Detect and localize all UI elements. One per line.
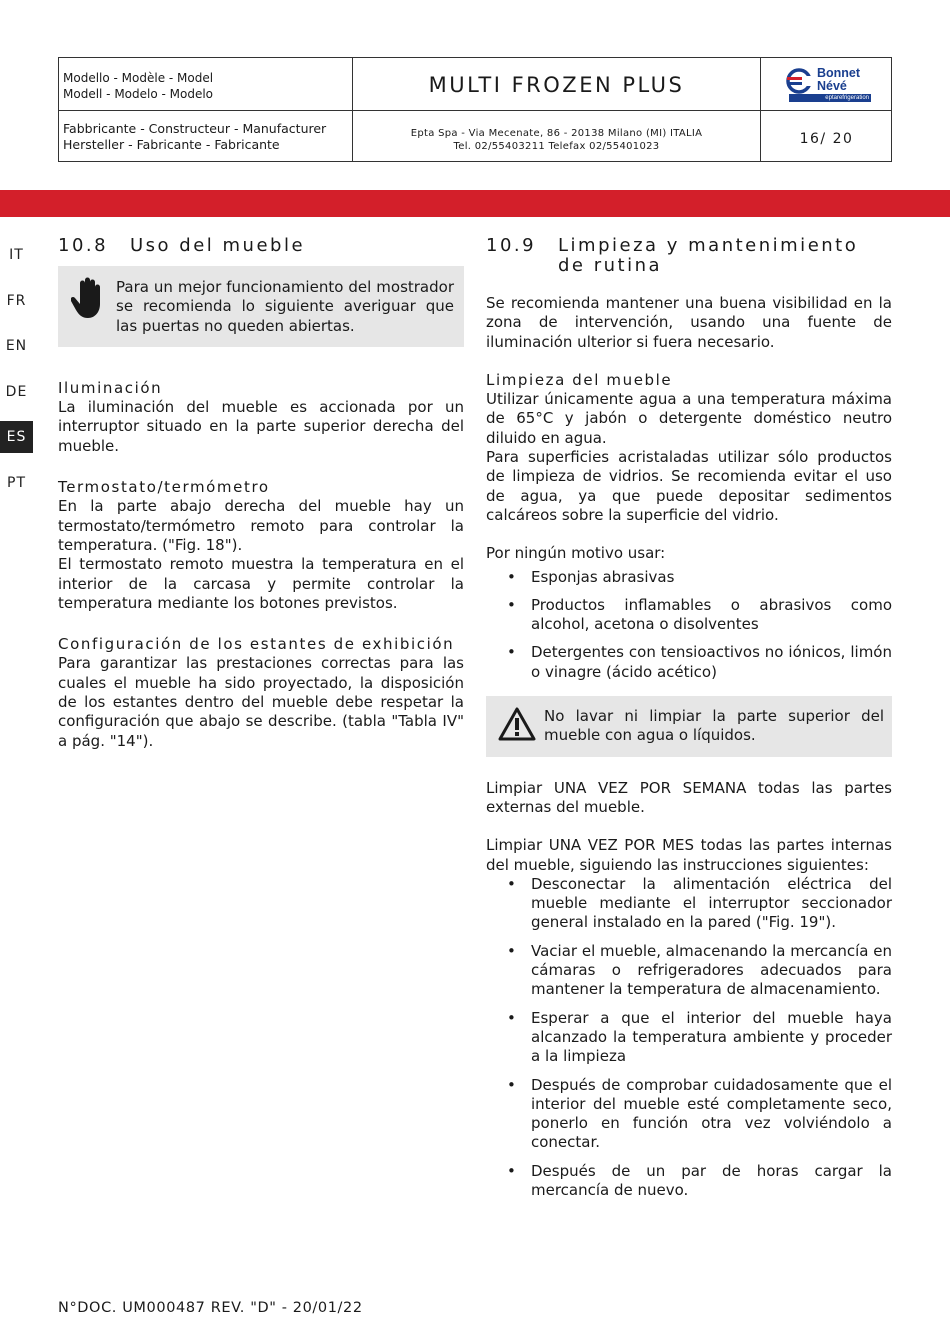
product-title: MULTI FROZEN PLUS	[428, 73, 685, 97]
lang-tab-es[interactable]: ES	[0, 421, 33, 453]
section-number: 10.8	[58, 235, 109, 256]
lighting-title: Iluminación	[58, 378, 163, 397]
lighting-text: La iluminación del mueble es accionada por un interruptor situado en la parte superior derecha del mueble.	[58, 398, 464, 455]
section-10-9	[486, 236, 892, 1200]
language-tabs	[0, 239, 33, 512]
warning-text: No lavar ni limpiar la parte superior del mueble con agua o líquidos.	[544, 707, 884, 745]
brand-logo	[761, 58, 892, 110]
warning-note	[486, 696, 892, 757]
section-heading	[486, 236, 892, 276]
section-heading	[58, 236, 464, 256]
weekly-cleaning-text: Limpiar UNA VEZ POR SEMANA todas las partes externas del mueble.	[486, 778, 892, 816]
thermo-text: En la parte abajo derecha del mueble hay un termostato/termómetro remoto para controlar la temperatura. ("Fig. 18").	[58, 497, 464, 554]
list-item: • Desconectar la alimentación eléctrica del mueble mediante el interruptor seccionador general instalado en la pared ("Fig. 19").	[486, 875, 892, 933]
warning-triangle-icon	[497, 706, 537, 742]
config-text: Para garantizar las prestaciones correctas para las cuales el mueble ha sido proyectado, la disposición de los estantes dentro del mueble debe respetar la configuración que abajo se describe. (tabla "Tabla IV" a pág. "14").	[58, 654, 464, 750]
list-item: • Vaciar el mueble, almacenando la mercancía en cámaras o refrigeradores adecuados para mantener la temperatura de almacenamiento.	[486, 942, 892, 1000]
lang-tab-fr[interactable]: FR	[0, 285, 33, 317]
info-note	[58, 266, 464, 347]
never-use-list	[486, 568, 892, 682]
section-title: Limpieza y mantenimiento de rutina	[558, 235, 859, 276]
never-use-intro: Por ningún motivo usar:	[486, 544, 666, 563]
logo-mark-icon	[785, 67, 815, 95]
manufacturer-label	[59, 111, 352, 163]
config-title: Configuración de los estantes de exhibición	[58, 635, 455, 654]
document-header	[58, 57, 892, 162]
list-item: • Detergentes con tensioactivos no iónicos, limón o vinagre (ácido acético)	[486, 643, 892, 682]
lang-tab-en[interactable]: EN	[0, 330, 33, 362]
logo-brand-line: Bonnet	[817, 66, 861, 80]
document-number: N°DOC. UM000487 REV. "D" - 20/01/22	[58, 1300, 363, 1316]
list-item: • Esponjas abrasivas	[486, 568, 892, 587]
intro-text: Se recomienda mantener una buena visibilidad en la zona de intervención, usando una fuente de iluminación ulterior si fuera necesario.	[486, 294, 892, 351]
thermo-text: El termostato remoto muestra la temperatura en el interior de la carcasa y permite controlar la temperatura mediante los botones previstos.	[58, 555, 464, 612]
address-line: Tel. 02/55403211 Telefax 02/55401023	[453, 141, 660, 152]
model-label-line: Modello - Modèle - Model	[63, 71, 214, 85]
manufacturer-address	[353, 111, 760, 163]
lang-tab-de[interactable]: DE	[0, 376, 33, 408]
accent-bar	[0, 190, 950, 217]
list-item: • Esperar a que el interior del mueble haya alcanzado la temperatura ambiente y proceder a la limpieza	[486, 1009, 892, 1067]
cleaning-title: Limpieza del mueble	[486, 370, 673, 389]
model-label-line: Modell - Modelo - Modelo	[63, 87, 214, 101]
note-text: Para un mejor funcionamiento del mostrador se recomienda lo siguiente averiguar que las puertas no queden abiertas.	[116, 278, 454, 335]
section-10-8	[58, 236, 464, 751]
monthly-cleaning-text: Limpiar UNA VEZ POR MES todas las partes internas del mueble, siguiendo las instrucciones siguientes:	[486, 836, 892, 874]
manufacturer-label-line: Hersteller - Fabricante - Fabricante	[63, 137, 280, 152]
list-item: • Productos inflamables o abrasivos como alcohol, acetona o disolventes	[486, 596, 892, 635]
logo-tagline: eptarefrigeration	[789, 94, 871, 102]
section-title: Uso del mueble	[130, 235, 306, 256]
page-number: 16/ 20	[799, 131, 854, 147]
section-number: 10.9	[486, 235, 537, 256]
lang-tab-pt[interactable]: PT	[0, 467, 33, 499]
logo-brand-line: Névé	[817, 79, 847, 93]
stop-hand-icon	[71, 276, 105, 320]
model-label	[59, 58, 352, 110]
cleaning-text: Utilizar únicamente agua a una temperatura máxima de 65°C y jabón o detergente doméstico neutro diluido en agua.	[486, 390, 892, 447]
manufacturer-label-line: Fabbricante - Constructeur - Manufacturer	[63, 121, 327, 136]
logo-brand	[817, 67, 860, 93]
cleaning-text: Para superficies acristaladas utilizar sólo productos de limpieza de vidrios. Se recomienda evitar el uso de agua, ya que puede depositar sedimentos calcáreos sobre la superficie del vidrio.	[486, 448, 892, 524]
list-item: • Después de comprobar cuidadosamente que el interior del mueble esté completamente seco, ponerlo en función otra vez volviéndolo a conectar.	[486, 1076, 892, 1153]
list-item: • Después de un par de horas cargar la mercancía de nuevo.	[486, 1162, 892, 1201]
address-line: Epta Spa - Via Mecenate, 86 - 20138 Milano (MI) ITALIA	[410, 128, 703, 139]
thermo-title: Termostato/termómetro	[58, 478, 270, 497]
monthly-steps-list	[486, 875, 892, 1200]
lang-tab-it[interactable]: IT	[0, 239, 33, 271]
